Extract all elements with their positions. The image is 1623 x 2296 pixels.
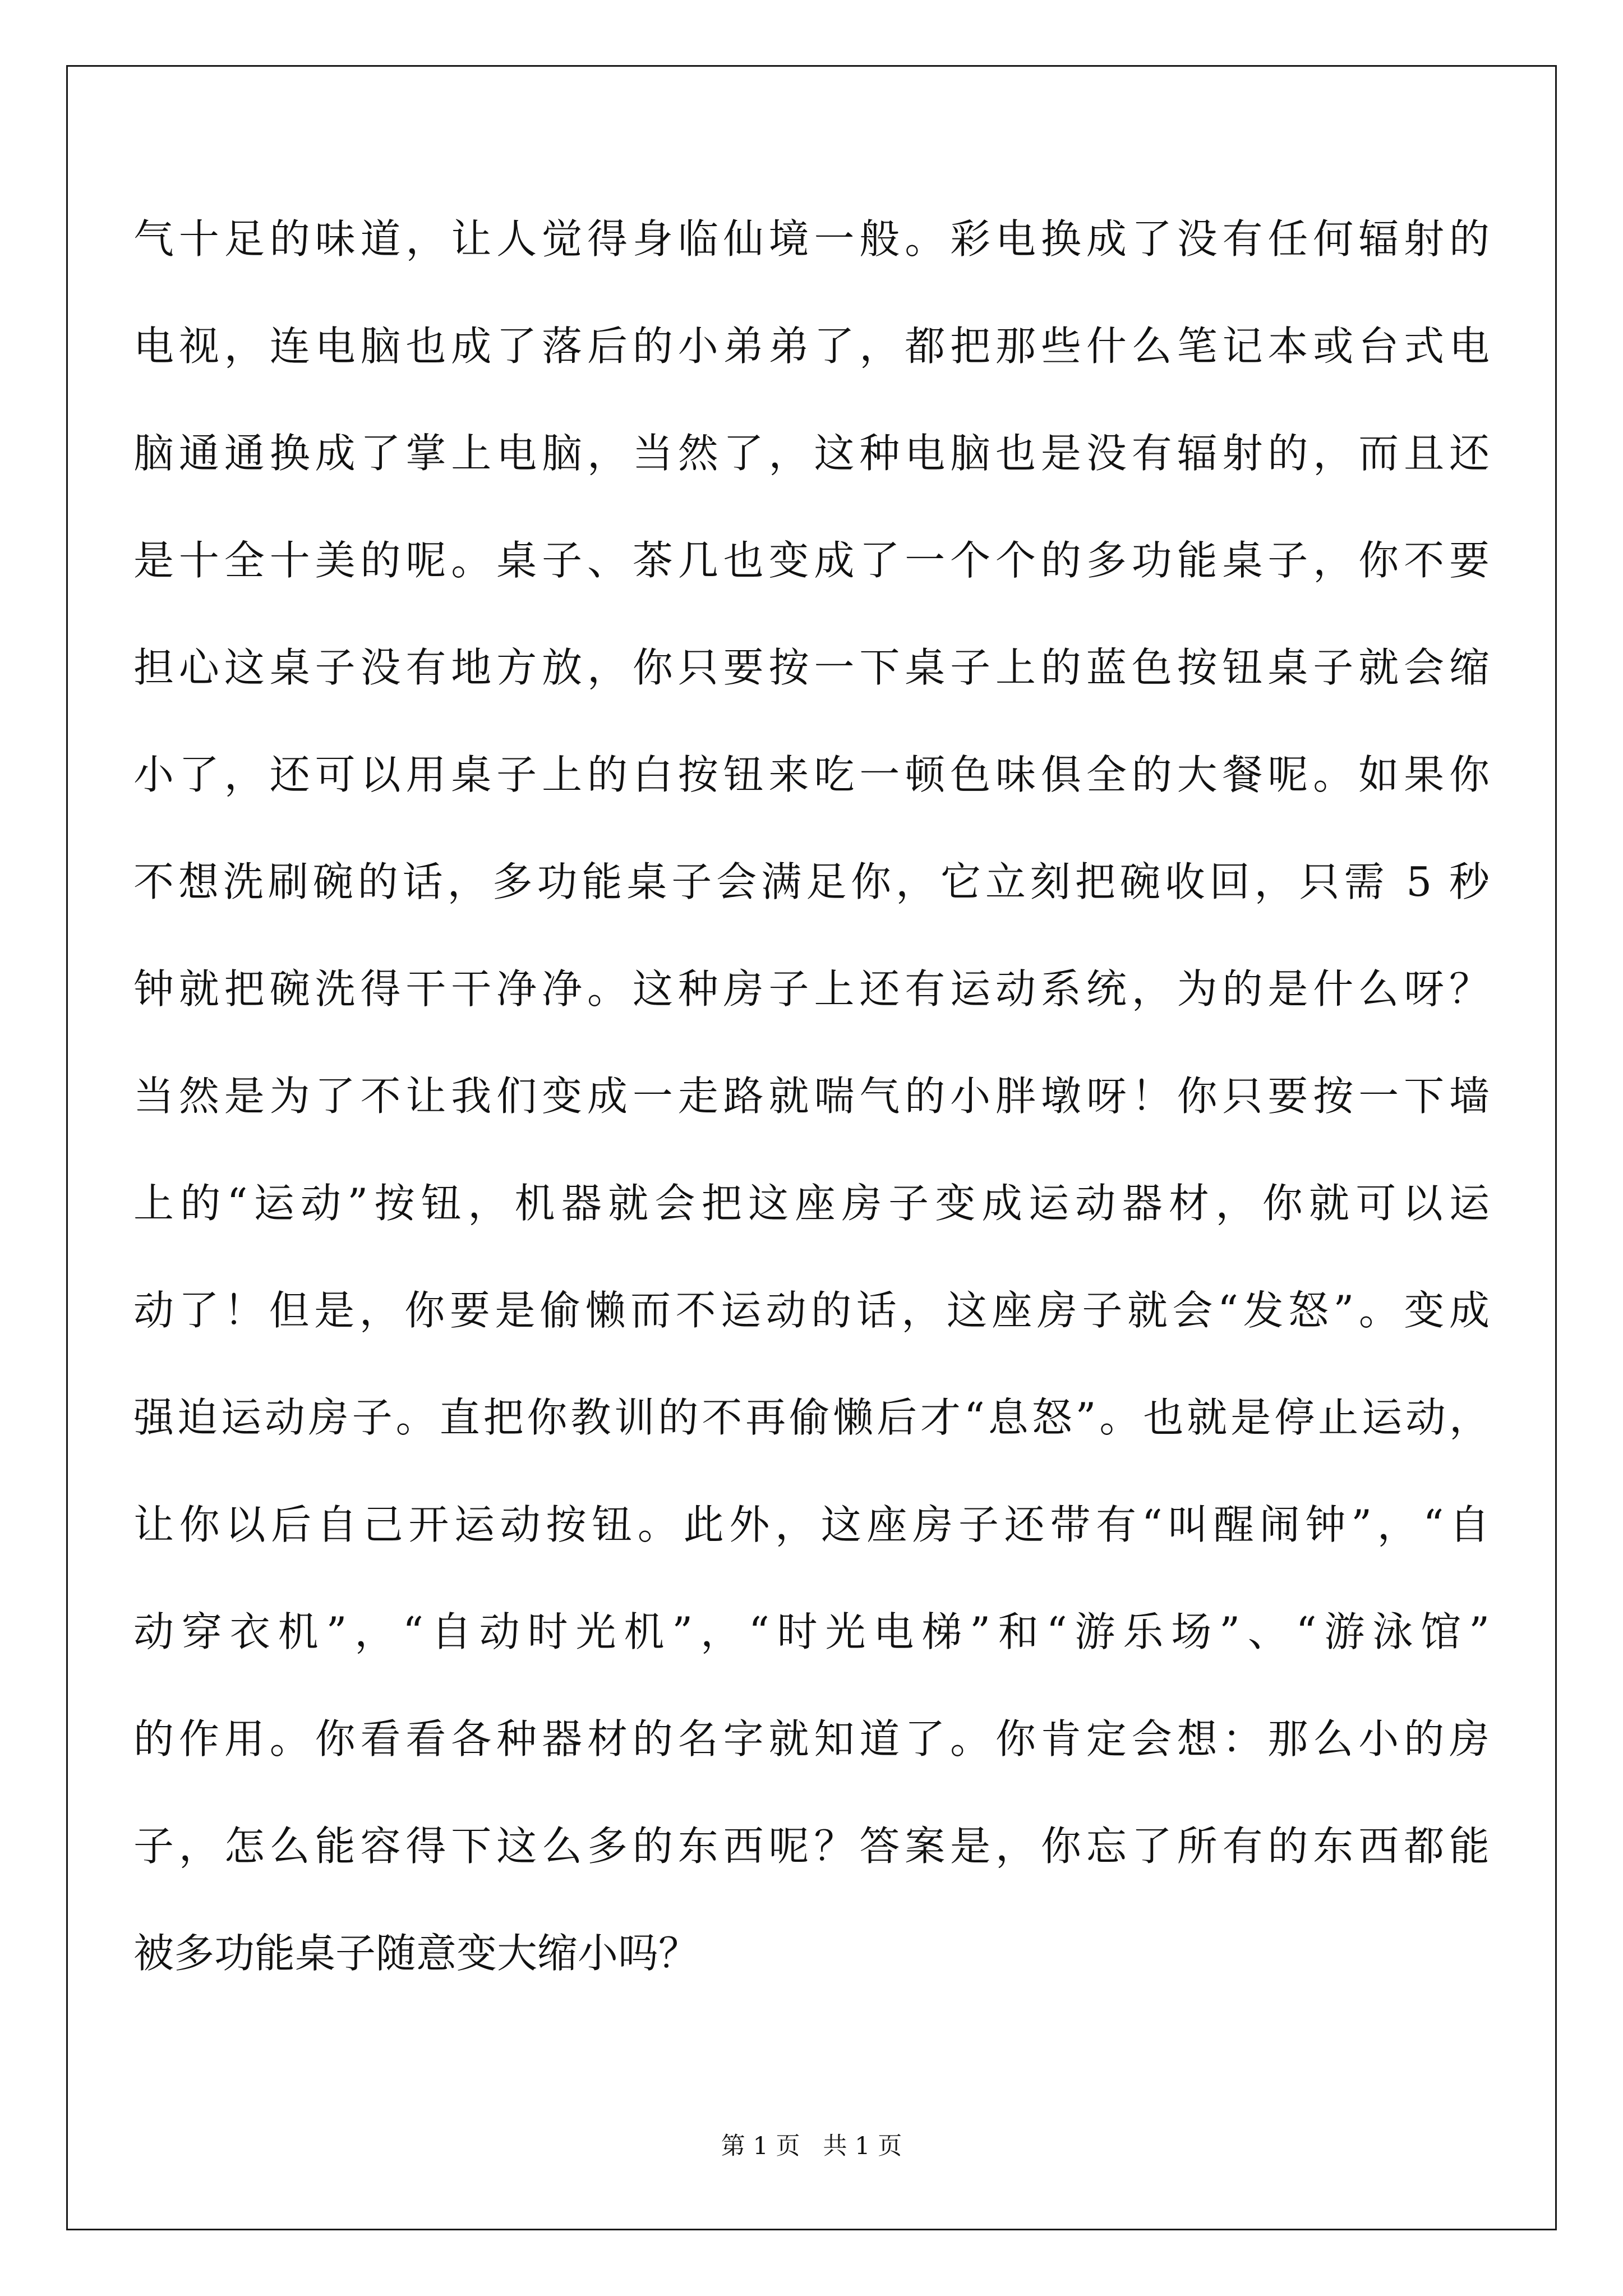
text-line-1: 气十足的味道，让人觉得身临仙境一般。彩电换成了没有任何辐射的 <box>133 215 1490 263</box>
text-line-7: 不想洗刷碗的话，多功能桌子会满足你，它立刻把碗收回，只需 5 秒 <box>133 858 1490 905</box>
text-line-17: 被多功能桌子随意变大缩小吗？ <box>133 1930 699 1977</box>
text-line-12: 强迫运动房子。直把你教训的不再偷懒后才“息怒”。也就是停止运动， <box>133 1394 1490 1441</box>
text-line-9: 当然是为了不让我们变成一走路就喘气的小胖墩呀！你只要按一下墙 <box>133 1073 1490 1120</box>
text-line-6: 小了，还可以用桌子上的白按钮来吃一顿色味俱全的大餐呢。如果你 <box>133 751 1490 798</box>
text-line-11: 动了！但是，你要是偷懒而不运动的话，这座房子就会“发怒”。变成 <box>133 1287 1490 1334</box>
text-line-2: 电视，连电脑也成了落后的小弟弟了，都把那些什么笔记本或台式电 <box>133 323 1490 370</box>
text-line-10: 上的“运动”按钮，机器就会把这座房子变成运动器材，你就可以运 <box>133 1180 1490 1227</box>
text-line-5: 担心这桌子没有地方放，你只要按一下桌子上的蓝色按钮桌子就会缩 <box>133 644 1490 691</box>
document-body <box>133 186 1490 2007</box>
text-line-15: 的作用。你看看各种器材的名字就知道了。你肯定会想：那么小的房 <box>133 1715 1490 1763</box>
text-line-16: 子，怎么能容得下这么多的东西呢？答案是，你忘了所有的东西都能 <box>133 1823 1490 1870</box>
text-line-3: 脑通通换成了掌上电脑，当然了，这种电脑也是没有辐射的，而且还 <box>133 430 1490 477</box>
text-line-14: 动穿衣机”，“自动时光机”，“时光电梯”和“游乐场”、“游泳馆” <box>133 1608 1490 1655</box>
text-line-8: 钟就把碗洗得干干净净。这种房子上还有运动系统，为的是什么呀？ <box>133 965 1490 1013</box>
page-number-footer: 第 1 页 共 1 页 <box>721 2132 902 2160</box>
text-line-13: 让你以后自己开运动按钮。此外，这座房子还带有“叫醒闹钟”，“自 <box>133 1501 1490 1548</box>
text-line-4: 是十全十美的呢。桌子、茶几也变成了一个个的多功能桌子，你不要 <box>133 537 1490 584</box>
